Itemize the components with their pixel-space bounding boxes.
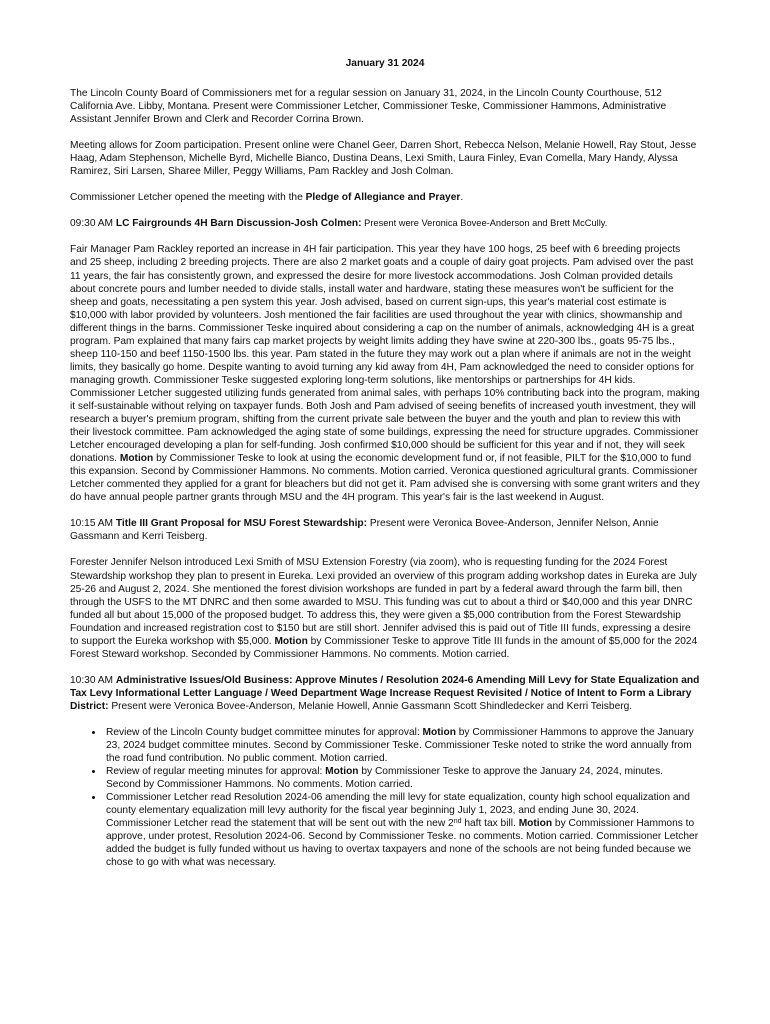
item2-body-a: Forester Jennifer Nelson introduced Lexi Smith of MSU Extension Forestry (via zoom), who is requesting funding for the 2024 Forest Stewardship workshop they plan to present in Eureka. Lexi provided an overview of this program adding workshop dates in Eureka are July 25-26 and August 2, 2024. She mentioned the forest division workshops are funded in part by a federal award through the farm bill, then through the USFS to the MT DNRC and then some awarded to MSU. This funding was cut to about a third or $40,000 and this year DNRC funded all but about 15,000 of the proposed budget. To address this, they were given a $5,000 contribution from the Forest Stewardship Foundation and increased registration cost to $150 but are still short. Jennifer advised this is paid out of Title III funds, expressing a desire to support the Eureka workshop with $5,000.	[70, 557, 697, 647]
intro-paragraph: The Lincoln County Board of Commissioners met for a regular session on January 31, 2024, in the Lincoln County Courthouse, 512 California Ave. Libby, Montana. Present were Commissioner Letcher, Commissioner Teske, Commissioner Hammons, Administrative Assistant Jennifer Brown and Clerk and Recorder Corrina Brown.	[70, 88, 667, 126]
item1-time: 09:30 AM	[70, 218, 116, 230]
item3-title: Administrative Issues/Old Business: Approve Minutes / Resolution 2024-6 Amending Mill Levy for State Equalization and Tax Levy Informational Letter Language / Weed Department Wage Increase Request Revisited / Notice of Intent to Form a Library District:	[70, 674, 700, 712]
bullet-text: by Commissioner Teske to approve the January 24, 2024, minutes. Second by Commissioner Hammons. No comments. Motion carried.	[106, 766, 663, 791]
opening-text: Commissioner Letcher opened the meeting with the	[70, 192, 306, 204]
list-item	[104, 791, 700, 869]
item1-title: LC Fairgrounds 4H Barn Discussion-Josh Colmen:	[115, 218, 362, 230]
item1-body	[70, 243, 700, 504]
zoom-attendees-paragraph: Meeting allows for Zoom participation. Present online were Chanel Geer, Darren Short, Rebecca Nelson, Melanie Howell, Ray Stout, Jesse Haag, Adam Stephenson, Michelle Byrd, Michelle Bianco, Dustina Deans, Lexi Smith, Laura Finley, Evan Comella, Mary Handy, Alyssa Ramirez, Siri Larsen, Sharee Miller, Peggy Williams, Pam Rackley and Josh Colman.	[70, 140, 697, 178]
item2-heading	[70, 517, 700, 543]
page-title: January 31 2024	[345, 58, 425, 69]
bullet-text: Review of regular meeting minutes for approval:	[106, 766, 326, 778]
item1-motion: Motion	[119, 453, 154, 465]
admin-bullet-list	[70, 726, 700, 870]
bullet-text: Commissioner Letcher read Resolution 2024-06 amending the mill levy for state equalization, county high school equalization and county elementary equalization mill levy authority for the fiscal year beginning July 1, 2023, and ending June 30, 2024. Commissioner Letcher read the statement that will be sent out with the new 2	[106, 792, 690, 830]
ordinal-superscript: nd	[453, 818, 462, 826]
bullet-text: by Commissioner Hammons to approve the January 23, 2024 budget committee minutes. Second by Commissioner Teske. Commissioner Teske noted to strike the word annually from the road fund contribution. No public comment. Motion carried.	[106, 726, 694, 765]
item3-heading	[70, 674, 700, 713]
bullet-motion: Motion	[422, 726, 456, 738]
item1-present: Present were Veronica Bovee-Anderson and Brett McCully.	[361, 218, 608, 229]
opening-end: .	[460, 192, 464, 204]
opening-bold: Pledge of Allegiance and Prayer	[305, 192, 461, 204]
bullet-text: by Commissioner Hammons to approve, under protest, Resolution 2024-06. Second by Commissioner Teske. no comments. Motion carried. Commissioner Letcher added the budget is fully funded without us having to overtax taxpayers and none of the schools are not being funded because we chose to go with what was necessary.	[106, 818, 699, 869]
bullet-text: Review of the Lincoln County budget committee minutes for approval:	[106, 726, 423, 738]
item2-body	[70, 556, 700, 660]
item3-present: Present were Veronica Bovee-Anderson, Melanie Howell, Annie Gassmann Scott Shindledecker and Kerri Teisberg.	[108, 700, 633, 712]
item2-time: 10:15 AM	[70, 518, 116, 530]
item2-title: Title III Grant Proposal for MSU Forest Stewardship:	[115, 518, 368, 530]
list-item	[104, 765, 700, 791]
item1-heading	[70, 217, 700, 230]
item1-body-a: Fair Manager Pam Rackley reported an increase in 4H fair participation. This year they have 100 hogs, 25 beef with 6 breeding projects and 25 sheep, including 2 breeding projects. There are also 2 market goats and a couple of dairy goat projects. Pam advised over the past 11 years, the fair has consistently grown, and expressed the desire for more livestock accommodations. Josh Colman provided details about concrete pours and lumber needed to divide stalls, install water and hardware, stating these measures won't be sufficient for the sheep and goats, necessitating a pen system this year. Josh advised, based on current sign-ups, this year's material cost estimate is $10,000 with labor provided by volunteers. Josh mentioned the fair facilities are used throughout the year with clinics, showmanship and different things in the barns. Commissioner Teske inquired about considering a cap on the number of animals, acknowledging 4H is a great program. Pam explained that many fairs cap market projects by weight limits adding they have swine at 220-300 lbs., goats 95-75 lbs., sheep 110-150 and beef 1150-1500 lbs. this year. Pam stated in the future they may work out a plan where if animals are not in the weight limits, they basically go home. Despite wanting to avoid turning any kid away from 4H, Pam acknowledged the need to consider options for managing growth. Commissioner Teske suggested exploring long-term solutions, like mentorships or partnerships for 4H kids. Commissioner Letcher suggested utilizing funds generated from animal sales, with perhaps 10% contributing back into the program, making it self-sustainable without relying on taxpayer funds. Both Josh and Pam advised of seeing benefits of increased youth investment, they will research a buyer's premium program, shifting from the current private sale between the buyer and the youth and plan to review this with their livestock committee. Pam acknowledged the aging state of some buildings, expressing the need for structure upgrades. Commissioner Letcher encouraged developing a plan for self-funding. Josh confirmed $10,000 should be sufficient for this year and if not, they will seek donations.	[70, 244, 700, 465]
opening-paragraph	[70, 191, 700, 204]
bullet-text: haft tax bill.	[461, 818, 519, 830]
item3-time: 10:30 AM	[70, 674, 116, 686]
item2-body-b: by Commissioner Teske to approve Title III funds in the amount of $5,000 for the 2024 Forest Steward workshop. Seconded by Commissioner Hammons. No comments. Motion carried.	[70, 635, 698, 660]
list-item	[104, 726, 700, 765]
item2-motion: Motion	[274, 635, 308, 647]
bullet-motion: Motion	[325, 766, 359, 778]
bullet-motion: Motion	[518, 818, 553, 830]
item1-body-b: by Commissioner Teske to look at using the economic development fund or, if not feasible, PILT for the $10,000 to fund this expansion. Second by Commissioner Hammons. No comments. Motion carried. Veronica questioned agricultural grants. Commissioner Letcher commented they applied for a grant for bleachers but did not get it. Pam advised she is conversing with some grant writers and they do have annual people partner grants through MSU and the 4H program. This year's fair is the last weekend in August.	[70, 453, 700, 504]
item2-present: Present were Veronica Bovee-Anderson, Jennifer Nelson, Annie Gassmann and Kerri Teisberg.	[70, 518, 659, 543]
